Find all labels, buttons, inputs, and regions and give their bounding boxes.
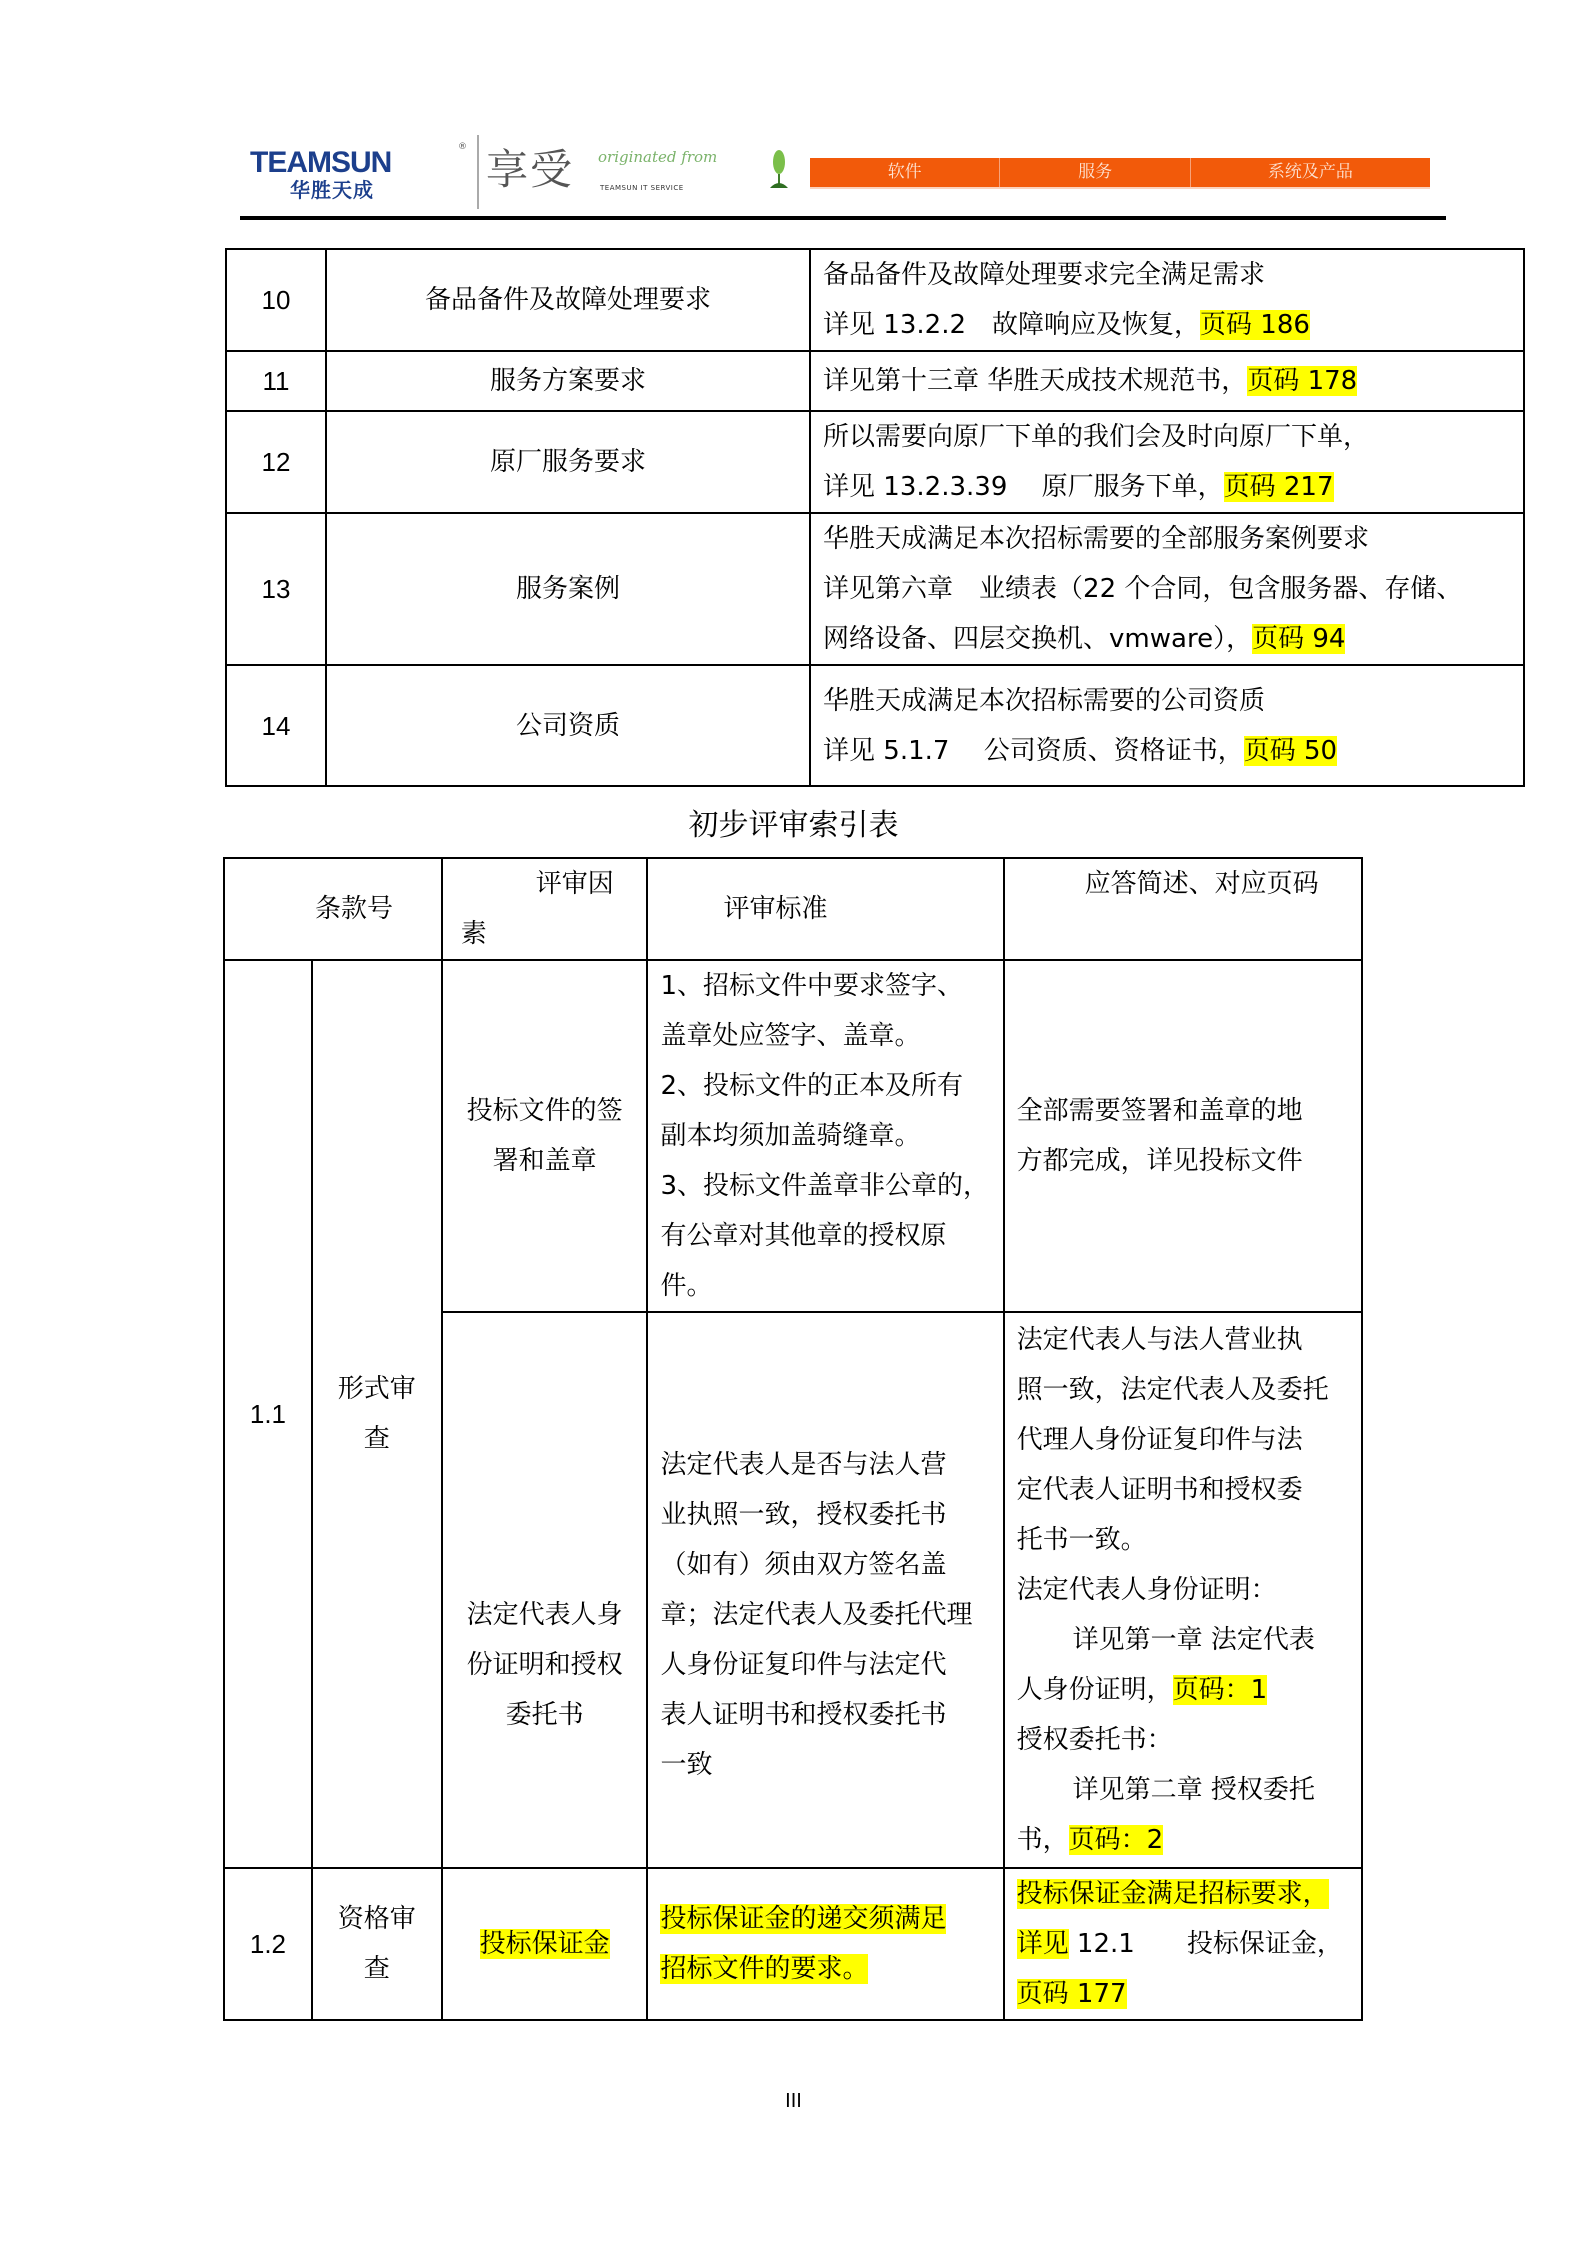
category-line: 查	[363, 1954, 390, 1984]
response-line: 备品备件及故障处理要求完全满足需求	[823, 260, 1266, 290]
standard-line: 人身份证复印件与法定代	[660, 1650, 947, 1680]
registered-mark: ®	[458, 142, 467, 152]
page-ref: 页码 177	[1016, 1979, 1127, 2009]
standard-line: 盖章处应签字、盖章。	[660, 1021, 921, 1051]
header-factor	[442, 858, 648, 960]
response-line: 代理人身份证复印件与法	[1016, 1425, 1303, 1455]
response-line: 授权委托书：	[1016, 1725, 1173, 1755]
header-factor-line2: 素	[460, 919, 487, 949]
nav-systems-products[interactable]: 系统及产品	[1267, 162, 1353, 182]
teamsun-logo-text: TEAMSUN	[250, 146, 392, 179]
row-number: 13	[226, 513, 326, 665]
teamsun-logo-cn: 华胜天成	[290, 178, 374, 202]
section-title: 初步评审索引表	[688, 808, 899, 843]
reference-text: 详见 5.1.7 公司资质、资格证书，	[823, 735, 1244, 766]
page-ref: 页码 178	[1247, 366, 1358, 396]
standard-line: （如有）须由双方签名盖	[660, 1550, 947, 1580]
page-ref: 页码：2	[1068, 1825, 1164, 1855]
header-standard: 评审标准	[647, 858, 1003, 960]
response-line: 法定代表人与法人营业执	[1016, 1325, 1303, 1355]
standard-line: 法定代表人是否与法人营	[660, 1450, 947, 1480]
requirement-item: 公司资质	[326, 665, 810, 786]
response-line	[823, 300, 1511, 350]
standard-line: 3、投标文件盖章非公章的，	[660, 1171, 989, 1201]
page-ref: 页码 50	[1243, 735, 1338, 766]
reference-text: 详见第十三章 华胜天成技术规范书，	[823, 366, 1248, 396]
standard-line: 业执照一致，授权委托书	[660, 1500, 947, 1530]
response-line	[823, 614, 1511, 664]
factor-line: 投标保证金	[479, 1929, 610, 1959]
response-line: 详见第六章 业绩表（22 个合同，包含服务器、存储、	[823, 574, 1463, 604]
standard-line: 件。	[660, 1271, 713, 1301]
standard-line: 招标文件的要求。	[660, 1954, 869, 1984]
review-category	[312, 960, 442, 1868]
response-line: 华胜天成满足本次招标需要的全部服务案例要求	[823, 524, 1370, 554]
header-response: 应答简述、对应页码	[1004, 858, 1362, 960]
response-cell	[810, 513, 1524, 665]
response-line: 定代表人证明书和授权委	[1016, 1475, 1303, 1505]
page-ref: 页码：1	[1172, 1675, 1268, 1705]
requirement-item: 服务案例	[326, 513, 810, 665]
clause-number: 1.1	[224, 960, 312, 1868]
header-clause: 条款号	[224, 858, 442, 960]
category-line: 资格审	[337, 1904, 416, 1934]
review-category	[312, 1868, 442, 2020]
reference-text: 网络设备、四层交换机、vmware），	[823, 624, 1253, 654]
response-line: 投标保证金满足招标要求，	[1016, 1879, 1329, 1909]
leaf-icon	[768, 148, 790, 192]
calligraphy-text: 享受	[486, 145, 575, 194]
factor-line: 份证明和授权	[466, 1650, 623, 1680]
response-line: 详见	[1016, 1929, 1069, 1959]
standard-line: 副本均须加盖骑缝章。	[660, 1121, 921, 1151]
review-standard	[647, 1868, 1003, 2020]
header-rule	[240, 216, 1446, 220]
page-ref: 页码 217	[1223, 472, 1334, 502]
requirement-item: 备品备件及故障处理要求	[326, 249, 810, 351]
category-line: 形式审	[337, 1374, 416, 1404]
response-line	[1017, 1815, 1349, 1865]
standard-line: 表人证明书和授权委托书	[660, 1700, 947, 1730]
clause-number: 1.2	[224, 1868, 312, 2020]
response-line: 所以需要向原厂下单的我们会及时向原厂下单，	[823, 422, 1370, 452]
standard-line: 章；法定代表人及委托代理	[660, 1600, 973, 1630]
row-number: 12	[226, 411, 326, 513]
row-number: 14	[226, 665, 326, 786]
response-line	[823, 462, 1511, 512]
factor-line: 投标文件的签	[466, 1096, 623, 1126]
factor-line: 署和盖章	[492, 1146, 597, 1176]
tagline-sub: TEAMSUN IT SERVICE	[600, 184, 684, 192]
table-row	[226, 513, 1524, 665]
standard-line: 一致	[660, 1750, 713, 1780]
response-line: 托书一致。	[1016, 1525, 1147, 1555]
response-cell	[810, 411, 1524, 513]
response-line: 照一致，法定代表人及委托	[1016, 1375, 1329, 1405]
review-factor	[442, 1868, 648, 2020]
response-line	[1017, 1665, 1349, 1715]
nav-services[interactable]: 服务	[1000, 158, 1190, 187]
response-line: 华胜天成满足本次招标需要的公司资质	[823, 685, 1266, 716]
page-number: III	[785, 2090, 802, 2112]
reference-text: 书，	[1016, 1825, 1069, 1855]
requirement-item: 服务方案要求	[326, 351, 810, 411]
response-cell	[810, 351, 1524, 411]
review-factor	[442, 1312, 648, 1868]
standard-line: 有公章对其他章的授权原	[660, 1221, 947, 1251]
table-row	[226, 351, 1524, 411]
factor-line: 法定代表人身	[466, 1600, 623, 1630]
review-response	[1004, 1868, 1362, 2020]
header-factor-line1: 评审因	[535, 869, 614, 899]
standard-line: 投标保证金的递交须满足	[660, 1904, 947, 1934]
row-number: 11	[226, 351, 326, 411]
reference-text: 详见 13.2.3.39 原厂服务下单，	[823, 472, 1224, 502]
standard-line: 2、投标文件的正本及所有	[660, 1071, 963, 1101]
table-row	[226, 665, 1524, 786]
table-header-row	[224, 858, 1362, 960]
reference-text: 详见 13.2.2 故障响应及恢复，	[823, 310, 1201, 340]
review-response	[1004, 960, 1362, 1312]
review-standard	[647, 960, 1003, 1312]
table-row	[226, 249, 1524, 351]
table-row	[224, 960, 1362, 1312]
standard-line: 1、招标文件中要求签字、	[660, 971, 963, 1001]
response-line	[823, 726, 1511, 776]
table-row	[224, 1868, 1362, 2020]
page-ref: 页码 94	[1252, 624, 1346, 654]
factor-line: 委托书	[505, 1700, 584, 1730]
response-line: 方都完成，详见投标文件	[1016, 1146, 1303, 1176]
logo-divider	[477, 135, 479, 209]
response-line: 详见第二章 授权委托	[1072, 1775, 1315, 1805]
preliminary-review-table	[223, 857, 1363, 2021]
requirement-item: 原厂服务要求	[326, 411, 810, 513]
reference-text: 人身份证明，	[1016, 1675, 1173, 1705]
page-ref: 页码 186	[1200, 310, 1310, 340]
response-line: 详见第一章 法定代表	[1072, 1625, 1315, 1655]
review-standard	[647, 1312, 1003, 1868]
nav-software[interactable]: 软件	[810, 158, 1000, 187]
requirements-table	[225, 248, 1525, 787]
table-row	[226, 411, 1524, 513]
response-cell	[810, 665, 1524, 786]
response-cell	[810, 249, 1524, 351]
review-response	[1004, 1312, 1362, 1868]
row-number: 10	[226, 249, 326, 351]
category-line: 查	[363, 1424, 390, 1454]
tagline: originated from	[598, 148, 718, 166]
response-line: 全部需要签署和盖章的地	[1016, 1096, 1303, 1126]
reference-text: 12.1 投标保证金，	[1068, 1929, 1343, 1959]
header-nav-bar	[810, 158, 1430, 187]
review-factor	[442, 960, 648, 1312]
response-line: 法定代表人身份证明：	[1016, 1575, 1277, 1605]
